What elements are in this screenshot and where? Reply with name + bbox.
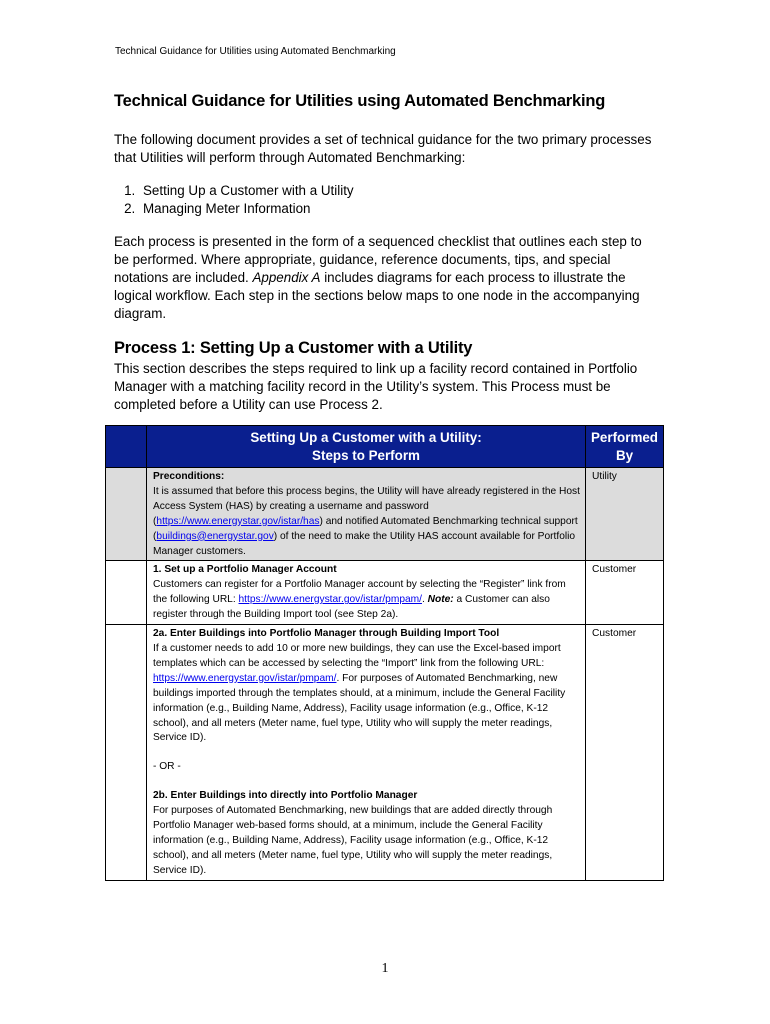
appendix-reference: Appendix A [252,270,321,285]
table-row [106,625,664,881]
has-link[interactable]: https://www.energystar.gov/istar/has [156,515,320,527]
step-number-header [106,426,147,468]
table-row [106,561,664,625]
pmpam-import-link[interactable]: https://www.energystar.gov/istar/pmpam/ [153,672,337,684]
step-2-cell: 2a. Enter Buildings into Portfolio Manager through Building Import Tool If a customer needs to add 10 or more new buildings, they can use the Excel-based import templates which can be accessed by selecting the “Import” link from the following URL: https://www.energystar.gov/istar/pmpam/. For purposes of Automated Benchmarking, new buildings imported through the templates should, at a minimum, include the General Facility information (e.g., Building Name, Address), Facility usage information (e.g., Office, K-12 school), and all meters (Meter name, fuel type, Utility who will supply the meter readings, Service ID). - OR - 2b. Enter Buildings into directly into Portfolio Manager For purposes of Automated Benchmarking, new buildings that are added directly through Portfolio Manager web-based forms should, at a minimum, include the General Facility information (e.g., Building Name, Address), Facility usage information (e.g., Office, K-12 school), and all meters (Meter name, fuel type, Utility who will supply the meter readings, Service ID). [147,625,586,881]
document-body [114,92,659,427]
table-row [106,468,664,561]
page-number: 1 [381,961,389,976]
or-separator: - OR - [153,761,181,773]
step-2a-title: 2a. Enter Buildings into Portfolio Manager through Building Import Tool [153,628,500,640]
performed-by-cell: Customer [586,561,664,625]
note-label: Note: [427,594,454,606]
document-title: Technical Guidance for Utilities using Automated Benchmarking [114,92,606,110]
steps-table [105,425,664,881]
steps-header: Setting Up a Customer with a Utility: Steps to Perform [147,426,586,468]
process-list-item: 1. Setting Up a Customer with a Utility [139,182,659,200]
section-description: This section describes the steps required to link up a facility record contained in Portfolio Manager with a matching facility record in the Utility’s system. This Process must be completed before a Utility can use Process 2. [114,361,638,412]
section-heading: Process 1: Setting Up a Customer with a Utility [114,339,473,357]
performed-by-cell: Customer [586,625,664,881]
step-1-cell: 1. Set up a Portfolio Manager Account Customers can register for a Portfolio Manager account by selecting the “Register” link from the following URL: https://www.energystar.gov/istar/pmpam/. Note: a Customer can also register through the Building Import tool (see Step 2a). [147,561,586,625]
pmpam-register-link[interactable]: https://www.energystar.gov/istar/pmpam/ [238,594,422,606]
process-list [114,182,659,218]
running-header: Technical Guidance for Utilities using Automated Benchmarking [115,46,396,57]
step-1-title: 1. Set up a Portfolio Manager Account [153,564,337,576]
preconditions-cell: Preconditions: It is assumed that before this process begins, the Utility will have already registered in the Host Access System (HAS) by creating a username and password (https://www.energystar.gov/istar/has) and notified Automated Benchmarking technical support (buildings@energystar.gov) of the need to make the Utility HAS account available for Portfolio Manager customers. [147,468,586,561]
intro-paragraph: The following document provides a set of technical guidance for the two primary processes that Utilities will perform through Automated Benchmarking: [114,132,652,165]
step-2b-title: 2b. Enter Buildings into directly into Portfolio Manager [153,790,418,802]
table-header-row [106,426,664,468]
performed-by-header: Performed By [586,426,664,468]
preconditions-title: Preconditions: [153,471,225,482]
performed-by-cell: Utility [586,468,664,561]
process-list-item: 2. Managing Meter Information [139,200,659,218]
overview-paragraph: Each process is presented in the form of a sequenced checklist that outlines each step to be performed. Where appropriate, guidance, reference documents, tips, and special notations are included. Appendix A includes diagrams for each process to illustrate the logical workflow. Each step in the sections below maps to one node in the accompanying diagram. [114,234,642,321]
support-email-link[interactable]: buildings@energystar.gov [156,530,274,542]
